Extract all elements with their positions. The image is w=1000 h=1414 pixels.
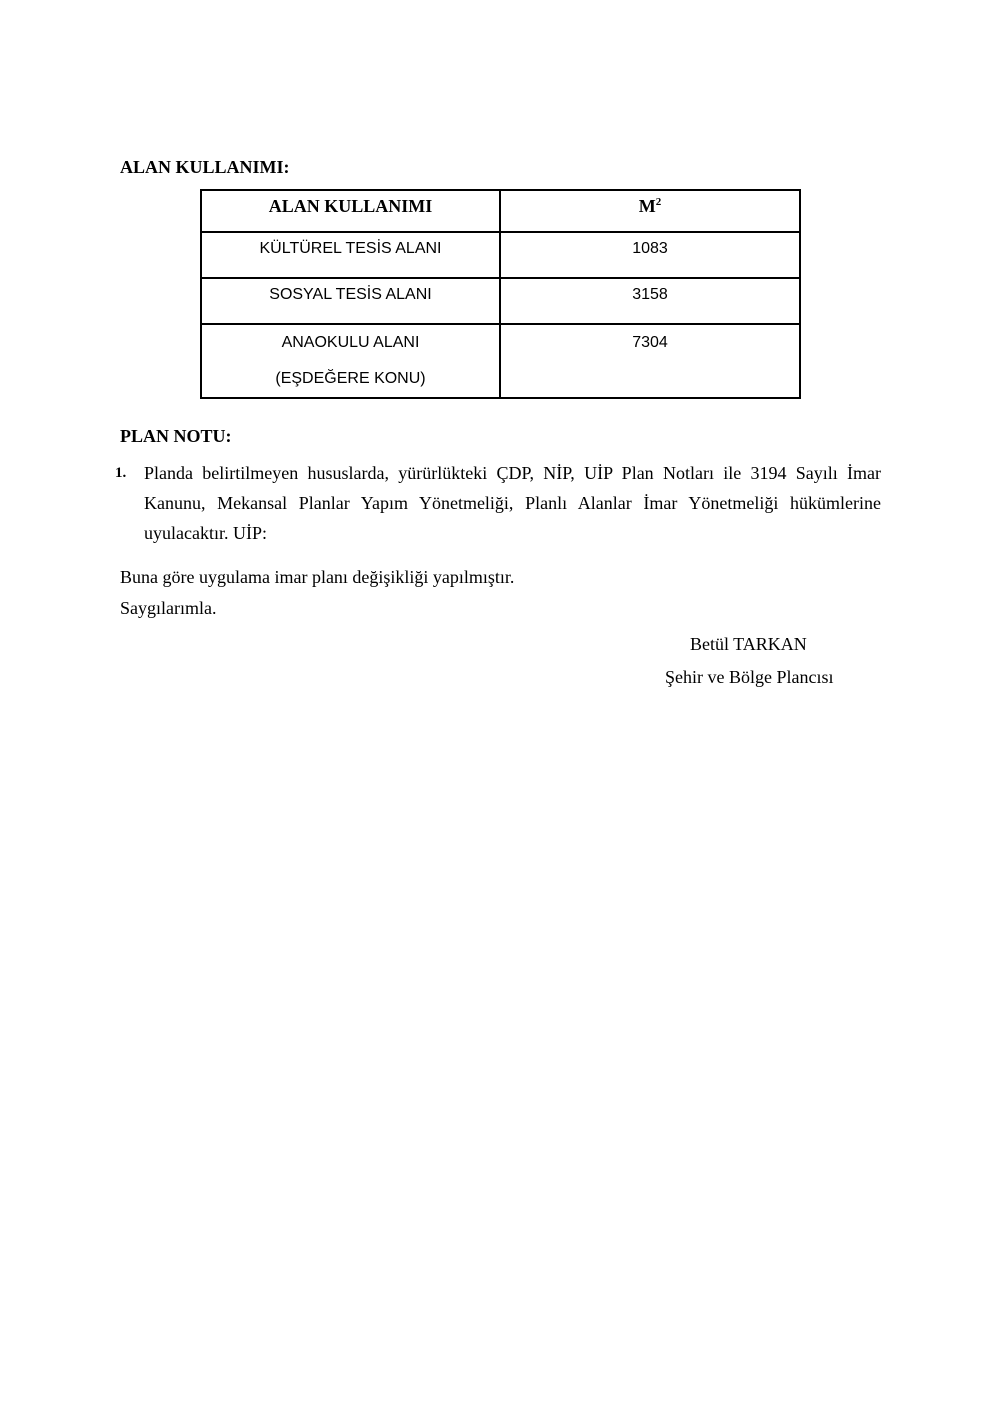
area-usage-heading: ALAN KULLANIMI: bbox=[120, 157, 290, 177]
plan-note-number: 1. bbox=[115, 465, 127, 481]
signatory-name: Betül TARKAN bbox=[690, 634, 807, 654]
area-usage-table bbox=[200, 189, 801, 399]
table-row bbox=[201, 278, 800, 324]
table-header-row bbox=[201, 190, 800, 232]
cell-area: 1083 bbox=[500, 232, 800, 278]
cell-use-line-2: (EŞDEĞERE KONU) bbox=[275, 370, 426, 387]
conclusion-paragraph: Buna göre uygulama imar planı değişikliği yapılmıştır. bbox=[120, 567, 515, 587]
cell-area: 7304 bbox=[500, 324, 800, 398]
table-row bbox=[201, 232, 800, 278]
plan-note-heading: PLAN NOTU: bbox=[120, 426, 232, 446]
unit-exponent: 2 bbox=[655, 196, 662, 208]
column-header-area-usage: ALAN KULLANIMI bbox=[201, 190, 500, 232]
cell-use: SOSYAL TESİS ALANI bbox=[201, 278, 500, 324]
cell-use-line-1: ANAOKULU ALANI bbox=[281, 334, 420, 351]
plan-note-text: Planda belirtilmeyen hususlarda, yürürlükteki ÇDP, NİP, UİP Plan Notları ile 3194 Sayılı İmar Kanunu, Mekansal Planlar Yapım Yönetmeliği, Planlı Alanlar İmar Yönetmeliği hükümlerine uyulacaktır. UİP: bbox=[144, 463, 881, 543]
plan-note-item bbox=[115, 458, 881, 548]
cell-area: 3158 bbox=[500, 278, 800, 324]
column-header-square-meters bbox=[500, 190, 800, 232]
cell-use bbox=[201, 324, 500, 398]
table-row bbox=[201, 324, 800, 398]
closing-paragraph: Saygılarımla. bbox=[120, 598, 217, 618]
cell-use: KÜLTÜREL TESİS ALANI bbox=[201, 232, 500, 278]
signatory-title: Şehir ve Bölge Plancısı bbox=[665, 667, 834, 687]
unit-m: M bbox=[638, 196, 656, 216]
